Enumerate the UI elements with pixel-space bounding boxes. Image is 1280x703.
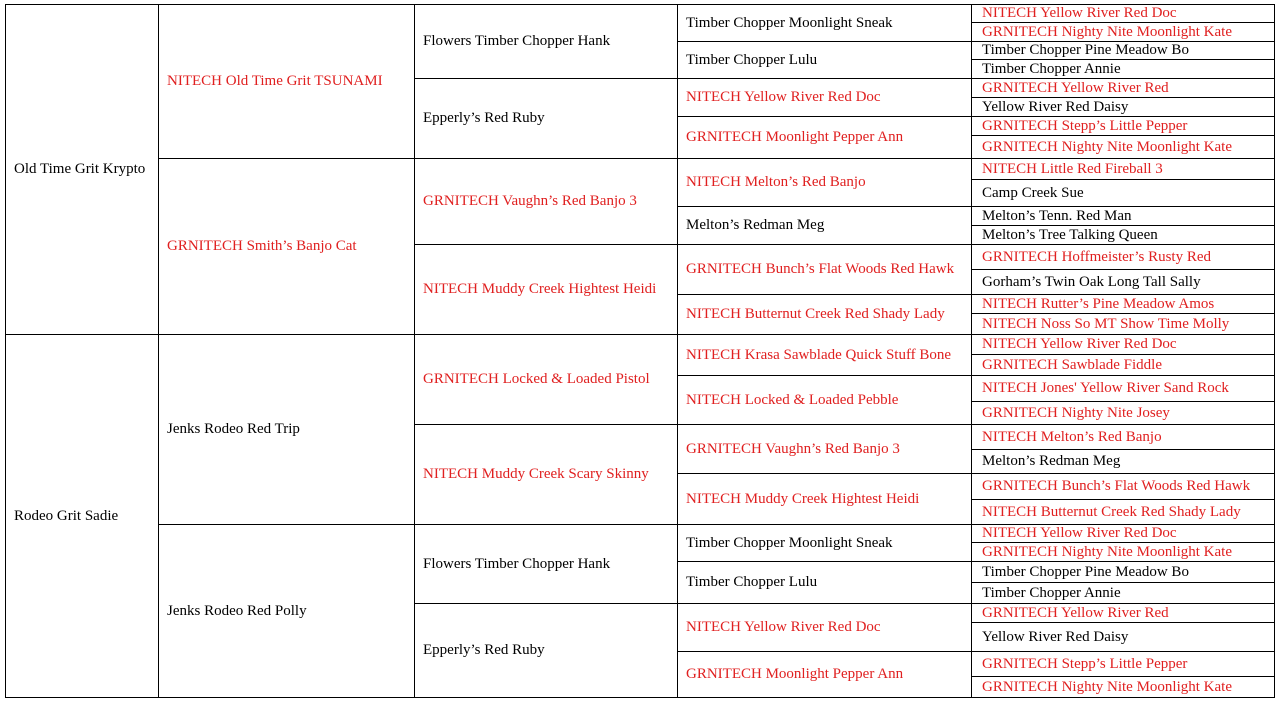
pedigree-cell-gen5 (971, 622, 1275, 651)
pedigree-cell-gen2 (158, 158, 414, 334)
pedigree-cell-gen5 (971, 135, 1275, 158)
generation-4-column (677, 4, 971, 698)
dog-name: GRNITECH Moonlight Pepper Ann (686, 129, 904, 145)
dog-name: NITECH Rutter’s Pine Meadow Amos (982, 295, 1215, 312)
dog-name: Jenks Rodeo Red Polly (167, 602, 307, 619)
dog-name: Rodeo Grit Sadie (14, 507, 119, 524)
dog-name: Gorham’s Twin Oak Long Tall Sally (982, 273, 1201, 290)
dog-name: NITECH Krasa Sawblade Quick Stuff Bone (686, 346, 952, 363)
pedigree-cell-gen5 (971, 4, 1275, 22)
pedigree-cell-gen5 (971, 499, 1275, 524)
dog-name: NITECH Noss So MT Show Time Molly (982, 315, 1230, 332)
pedigree-cell-gen5 (971, 225, 1275, 244)
dog-name: NITECH Little Red Fireball 3 (982, 160, 1163, 177)
dog-name: Melton’s Redman Meg (982, 453, 1121, 469)
pedigree-cell-gen5 (971, 603, 1275, 622)
pedigree-cell-gen5 (971, 524, 1275, 542)
pedigree-cell-gen5 (971, 542, 1275, 561)
dog-name: Timber Chopper Pine Meadow Bo (982, 42, 1189, 58)
pedigree-cell-gen5 (971, 22, 1275, 41)
dog-name: Epperly’s Red Ruby (423, 110, 545, 126)
dog-name: Timber Chopper Moonlight Sneak (686, 14, 893, 31)
dog-name: GRNITECH Stepp’s Little Pepper (982, 117, 1188, 134)
pedigree-cell-gen3 (414, 334, 677, 424)
pedigree-cell-gen5 (971, 97, 1275, 116)
pedigree-cell-gen4 (677, 473, 971, 524)
pedigree-cell-gen3 (414, 158, 677, 244)
pedigree-cell-gen4 (677, 294, 971, 334)
pedigree-cell-gen5 (971, 676, 1275, 698)
dog-name: GRNITECH Nighty Nite Moonlight Kate (982, 138, 1232, 155)
pedigree-cell-gen4 (677, 603, 971, 651)
pedigree-cell-gen4 (677, 524, 971, 561)
pedigree-cell-gen4 (677, 424, 971, 473)
pedigree-cell-gen3 (414, 4, 677, 78)
dog-name: GRNITECH Vaughn’s Red Banjo 3 (423, 193, 637, 209)
pedigree-cell-gen4 (677, 375, 971, 424)
dog-name: Timber Chopper Annie (982, 584, 1121, 601)
dog-name: GRNITECH Nighty Nite Moonlight Kate (982, 23, 1232, 40)
pedigree-cell-gen2 (158, 334, 414, 524)
pedigree-cell-gen5 (971, 651, 1275, 676)
dog-name: Melton’s Tenn. Red Man (982, 207, 1132, 224)
generation-1-column (5, 4, 158, 698)
pedigree-cell-gen5 (971, 78, 1275, 97)
generation-2-column (158, 4, 414, 698)
pedigree-cell-gen5 (971, 582, 1275, 603)
pedigree-cell-gen4 (677, 651, 971, 698)
dog-name: Melton’s Tree Talking Queen (982, 226, 1158, 243)
pedigree-cell-gen3 (414, 424, 677, 524)
pedigree-cell-gen4 (677, 41, 971, 78)
pedigree-cell-gen5 (971, 401, 1275, 424)
pedigree-cell-gen5 (971, 294, 1275, 313)
pedigree-cell-gen4 (677, 4, 971, 41)
dog-name: NITECH Muddy Creek Scary Skinny (423, 466, 649, 482)
dog-name: GRNITECH Nighty Nite Moonlight Kate (982, 543, 1232, 560)
pedigree-cell-gen5 (971, 313, 1275, 334)
dog-name: GRNITECH Moonlight Pepper Ann (686, 666, 904, 682)
dog-name: Timber Chopper Lulu (686, 574, 818, 590)
pedigree-cell-gen2 (158, 524, 414, 698)
pedigree-cell-gen4 (677, 206, 971, 244)
pedigree-cell-gen5 (971, 375, 1275, 401)
pedigree-cell-gen5 (971, 244, 1275, 269)
generation-5-column (971, 4, 1275, 698)
dog-name: Timber Chopper Lulu (686, 51, 818, 68)
dog-name: NITECH Yellow River Red Doc (982, 5, 1177, 21)
dog-name: NITECH Melton’s Red Banjo (982, 428, 1162, 445)
pedigree-cell-gen1 (5, 334, 158, 698)
dog-name: Flowers Timber Chopper Hank (423, 33, 611, 49)
pedigree-cell-gen5 (971, 449, 1275, 473)
pedigree-cell-gen5 (971, 334, 1275, 354)
dog-name: GRNITECH Yellow River Red (982, 79, 1169, 96)
dog-name: NITECH Melton’s Red Banjo (686, 174, 866, 190)
dog-name: NITECH Yellow River Red Doc (982, 336, 1177, 352)
dog-name: GRNITECH Sawblade Fiddle (982, 356, 1162, 373)
dog-name: NITECH Yellow River Red Doc (686, 619, 881, 635)
dog-name: GRNITECH Hoffmeister’s Rusty Red (982, 248, 1212, 265)
dog-name: GRNITECH Locked & Loaded Pistol (423, 371, 650, 387)
pedigree-cell-gen4 (677, 244, 971, 294)
dog-name: NITECH Locked & Loaded Pebble (686, 391, 899, 408)
pedigree-cell-gen1 (5, 4, 158, 334)
dog-name: GRNITECH Nighty Nite Josey (982, 404, 1170, 421)
dog-name: Timber Chopper Annie (982, 60, 1121, 77)
dog-name: NITECH Yellow River Red Doc (982, 525, 1177, 541)
dog-name: NITECH Jones' Yellow River Sand Rock (982, 380, 1229, 396)
pedigree-cell-gen5 (971, 354, 1275, 375)
dog-name: NITECH Muddy Creek Hightest Heidi (423, 281, 657, 297)
pedigree-cell-gen3 (414, 524, 677, 603)
pedigree-cell-gen3 (414, 78, 677, 158)
dog-name: Timber Chopper Pine Meadow Bo (982, 563, 1189, 580)
dog-name: Camp Creek Sue (982, 184, 1084, 201)
dog-name: GRNITECH Bunch’s Flat Woods Red Hawk (982, 478, 1251, 494)
pedigree-cell-gen5 (971, 116, 1275, 135)
pedigree-cell-gen4 (677, 334, 971, 375)
dog-name: GRNITECH Stepp’s Little Pepper (982, 655, 1188, 672)
pedigree-cell-gen4 (677, 158, 971, 206)
dog-name: GRNITECH Bunch’s Flat Woods Red Hawk (686, 261, 955, 277)
dog-name: Yellow River Red Daisy (982, 98, 1129, 115)
dog-name: Flowers Timber Chopper Hank (423, 555, 611, 572)
dog-name: Melton’s Redman Meg (686, 217, 825, 233)
dog-name: Yellow River Red Daisy (982, 628, 1129, 645)
pedigree-cell-gen4 (677, 561, 971, 603)
pedigree-cell-gen4 (677, 116, 971, 158)
pedigree-cell-gen5 (971, 424, 1275, 449)
pedigree-cell-gen2 (158, 4, 414, 158)
dog-name: GRNITECH Nighty Nite Moonlight Kate (982, 678, 1232, 695)
dog-name: NITECH Butternut Creek Red Shady Lady (982, 503, 1241, 520)
generation-3-column (414, 4, 677, 698)
dog-name: Epperly’s Red Ruby (423, 642, 545, 658)
pedigree-cell-gen5 (971, 41, 1275, 59)
pedigree-cell-gen3 (414, 603, 677, 698)
pedigree-cell-gen4 (677, 78, 971, 116)
dog-name: GRNITECH Smith’s Banjo Cat (167, 238, 357, 254)
dog-name: Jenks Rodeo Red Trip (167, 421, 300, 437)
pedigree-cell-gen5 (971, 473, 1275, 499)
pedigree-cell-gen5 (971, 561, 1275, 582)
pedigree-cell-gen5 (971, 269, 1275, 294)
dog-name: NITECH Yellow River Red Doc (686, 89, 881, 105)
dog-name: GRNITECH Yellow River Red (982, 604, 1169, 621)
dog-name: Old Time Grit Krypto (14, 161, 146, 177)
pedigree-cell-gen5 (971, 158, 1275, 179)
dog-name: Timber Chopper Moonlight Sneak (686, 534, 893, 551)
pedigree-cell-gen5 (971, 206, 1275, 225)
pedigree-cell-gen5 (971, 179, 1275, 206)
dog-name: NITECH Muddy Creek Hightest Heidi (686, 490, 920, 507)
pedigree-table (5, 4, 1275, 698)
dog-name: NITECH Old Time Grit TSUNAMI (167, 73, 383, 89)
pedigree-cell-gen3 (414, 244, 677, 334)
dog-name: GRNITECH Vaughn’s Red Banjo 3 (686, 440, 900, 457)
pedigree-cell-gen5 (971, 59, 1275, 78)
dog-name: NITECH Butternut Creek Red Shady Lady (686, 306, 945, 322)
